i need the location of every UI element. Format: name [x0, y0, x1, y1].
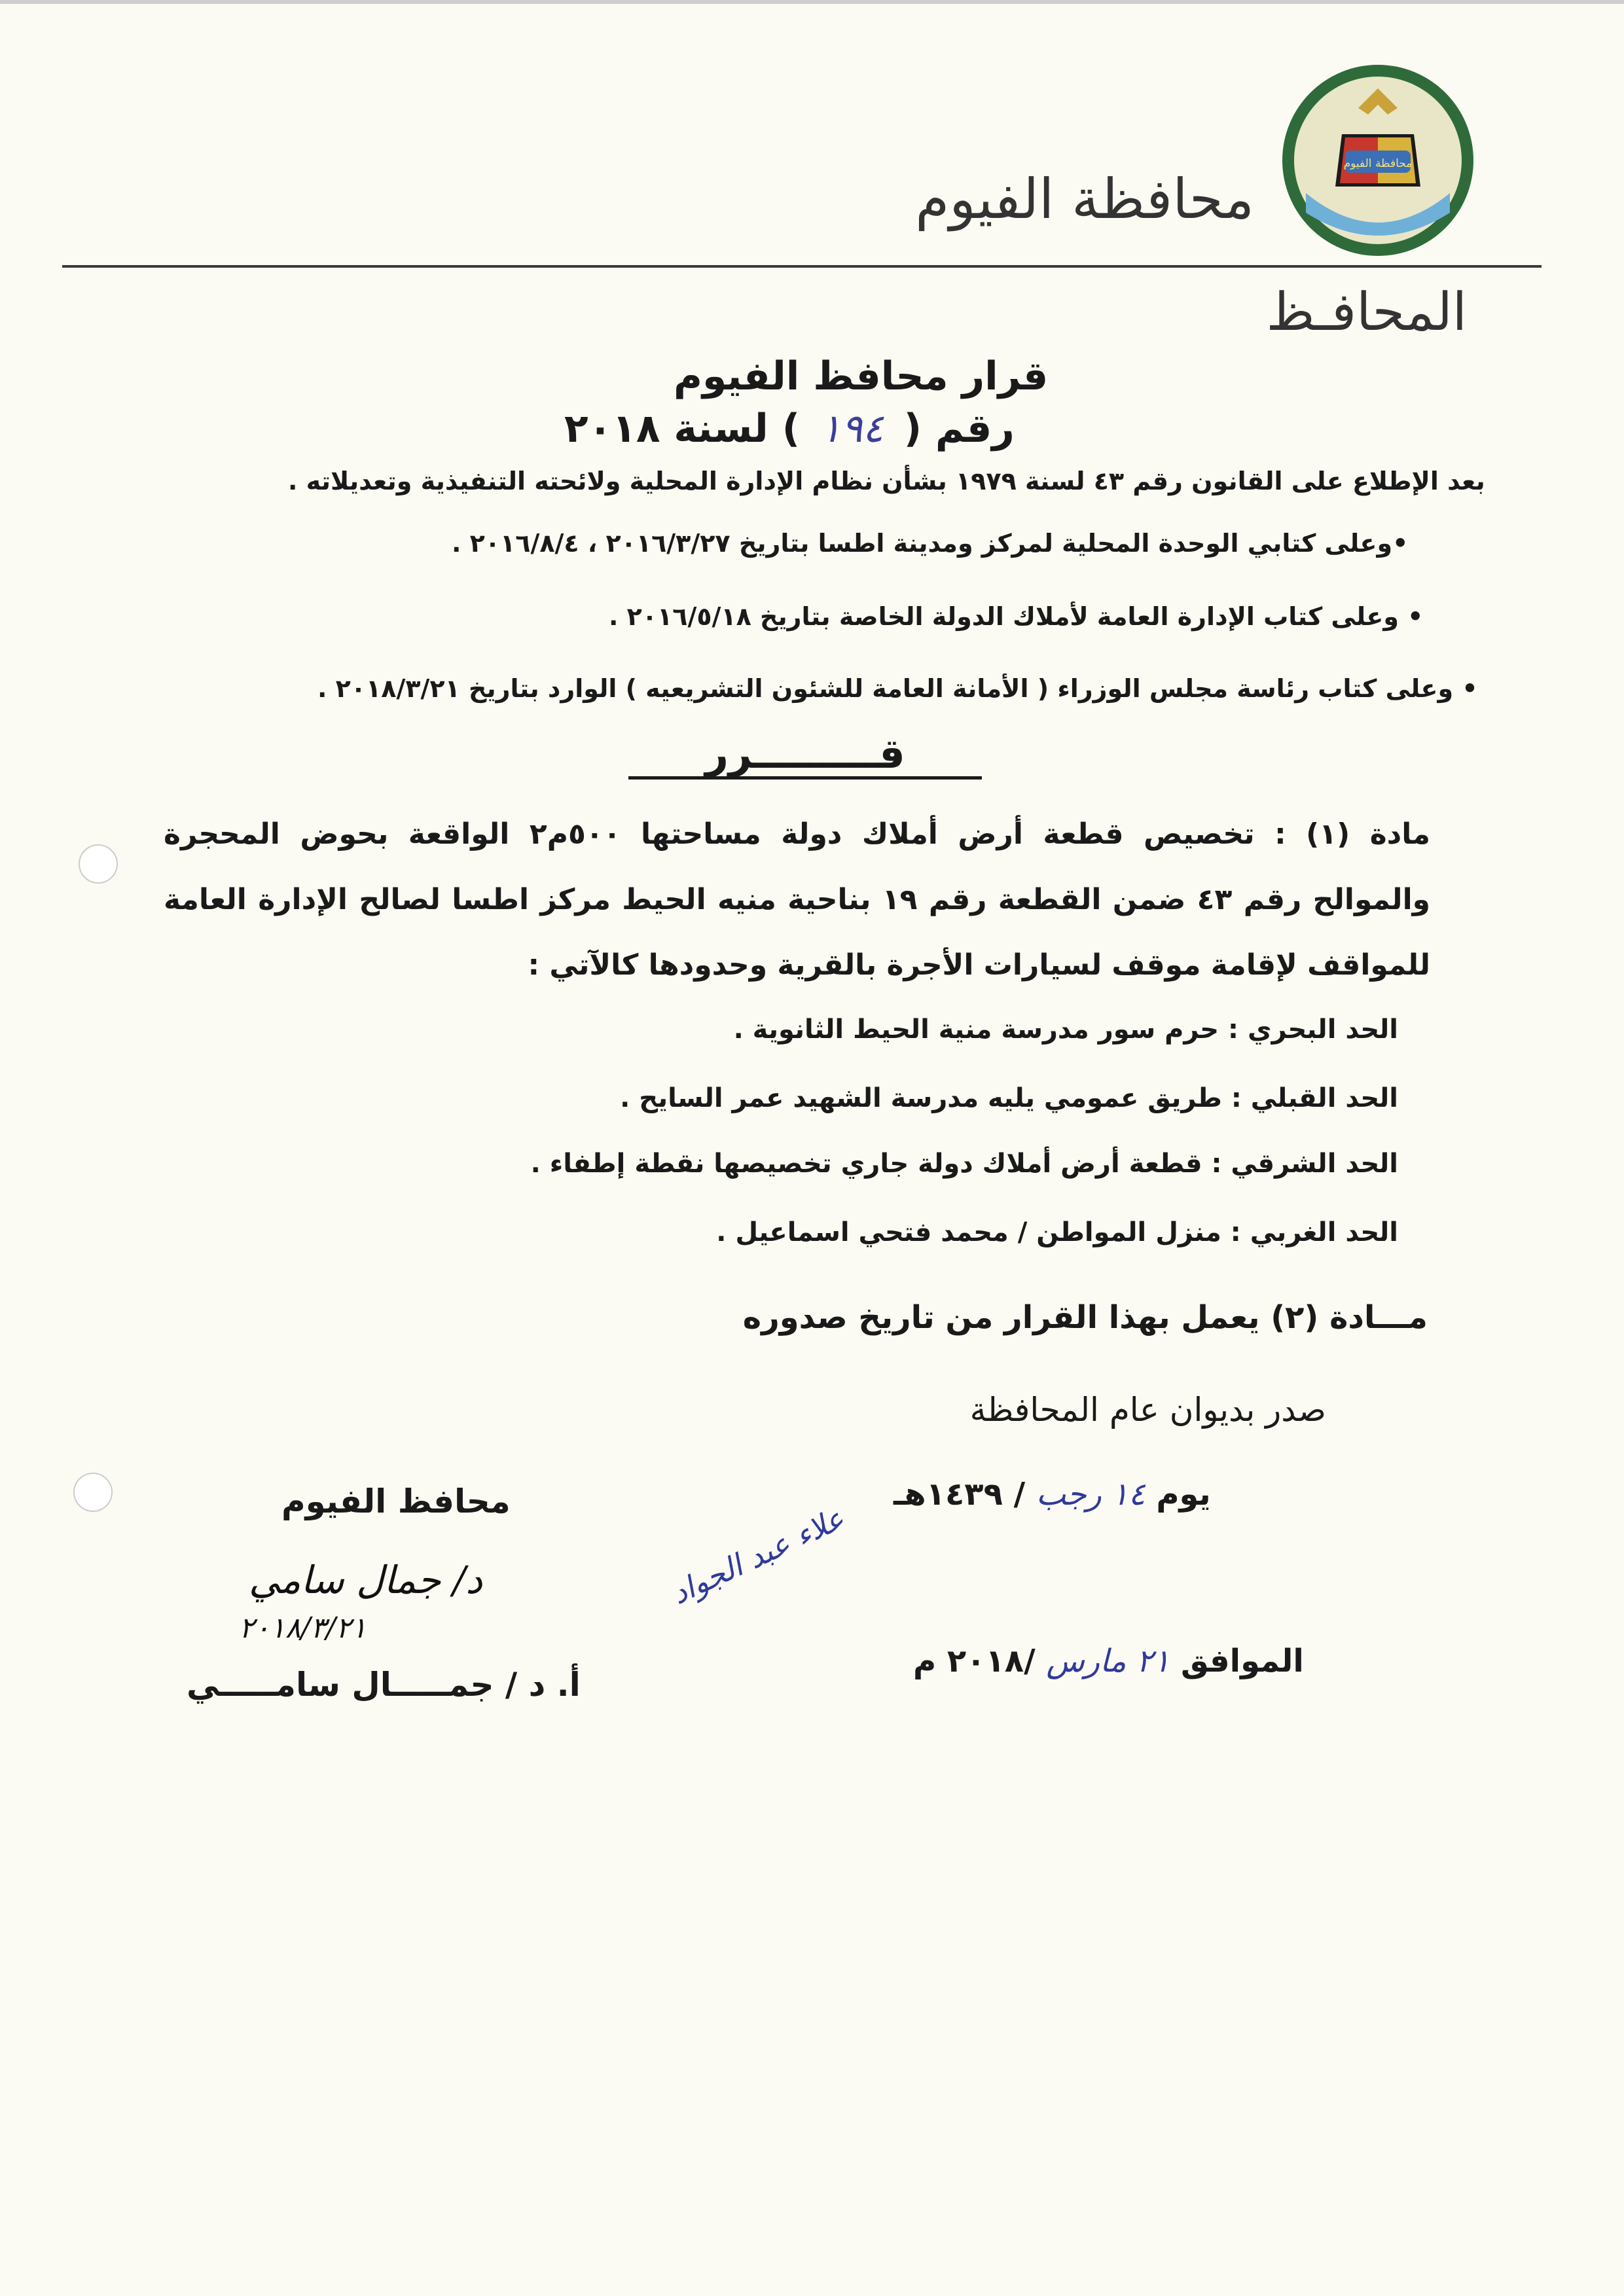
- preamble-item: • وعلى كتاب الإدارة العامة لأملاك الدولة الخاصة بتاريخ ٢٠١٦/٥/١٨ .: [609, 602, 1424, 631]
- handwritten-signature: د/ جمال سامي: [249, 1558, 483, 1602]
- hijri-date: [893, 1476, 1211, 1513]
- boundary-west: الحد الغربي : منزل المواطن / محمد فتحي اسماعيل .: [716, 1217, 1398, 1247]
- hijri-date-handwritten: ١٤ رجب: [1036, 1476, 1146, 1513]
- gregorian-date-label: الموافق: [1180, 1643, 1304, 1679]
- preamble-item: • وعلى كتاب رئاسة مجلس الوزراء ( الأمانة العامة للشئون التشريعيه ) الوارد بتاريخ ٢٠١٨/٣/٢١ .: [317, 674, 1478, 703]
- decree-title: قرار محافظ الفيوم: [674, 353, 1049, 399]
- article-1-text: مادة (١) : تخصيص قطعة أرض أملاك دولة مساحتها ٥٠٠م٢ الواقعة بحوض المحجرة والموالح رقم ٤٣ ضمن القطعة رقم ١٩ بناحية منيه الحيط مركز اطسا لصالح الإدارة العامة للمواقف لإقامة موقف لسيارات الأجرة بالقرية وحدودها كالآتي :: [164, 817, 1431, 982]
- scan-top-edge: [0, 0, 1624, 4]
- gregorian-date-handwritten: ٢١ مارس: [1046, 1643, 1170, 1679]
- punch-hole: [73, 1473, 113, 1512]
- boundary-south: الحد القبلي : طريق عمومي يليه مدرسة الشهيد عمر السايح .: [620, 1083, 1398, 1113]
- hijri-date-year: / ١٤٣٩هـ: [893, 1476, 1026, 1513]
- gregorian-date-year: /٢٠١٨ م: [913, 1643, 1036, 1679]
- article-2-text: مـــادة (٢) يعمل بهذا القرار من تاريخ صدوره: [742, 1299, 1428, 1336]
- decree-number-handwritten: ١٩٤: [820, 406, 884, 452]
- decree-number-suffix: ) لسنة ٢٠١٨: [564, 406, 801, 452]
- decided-heading: قـــــــــرر: [628, 732, 982, 780]
- preamble-item: بعد الإطلاع على القانون رقم ٤٣ لسنة ١٩٧٩ بشأن نظام الإدارة المحلية ولائحته التنفيذية وتعديلاته .: [288, 467, 1485, 495]
- governorate-heading: محافظة الفيوم: [915, 167, 1254, 231]
- reviewer-initials: علاء عبد الجواد: [665, 1500, 850, 1611]
- boundary-east: الحد الشرقي : قطعة أرض أملاك دولة جاري تخصيصها نقطة إطفاء .: [530, 1149, 1398, 1179]
- header-divider: [62, 265, 1542, 268]
- issued-at: صدر بديوان عام المحافظة: [969, 1391, 1326, 1429]
- preamble-item: •وعلى كتابي الوحدة المحلية لمركز ومدينة اطسا بتاريخ ٢٠١٦/٣/٢٧ ، ٢٠١٦/٨/٤ .: [452, 529, 1409, 558]
- signature-date: ٢٠١٨/٣/٢١: [239, 1611, 367, 1645]
- governorate-emblem-icon: [1280, 62, 1476, 259]
- boundary-north: الحد البحري : حرم سور مدرسة منية الحيط الثانوية .: [733, 1014, 1398, 1045]
- signatory-name: أ. د / جمـــــال سامـــــي: [187, 1666, 581, 1704]
- signatory-title: محافظ الفيوم: [281, 1482, 511, 1520]
- hijri-date-label: يوم: [1156, 1476, 1211, 1513]
- office-heading: المحافـظ: [1266, 281, 1467, 342]
- decree-number-prefix: رقم (: [903, 406, 1015, 452]
- punch-hole: [79, 844, 118, 884]
- decree-number: [564, 406, 1015, 452]
- gregorian-date: [913, 1643, 1304, 1679]
- emblem-text: محافظة الفيوم: [1343, 157, 1413, 170]
